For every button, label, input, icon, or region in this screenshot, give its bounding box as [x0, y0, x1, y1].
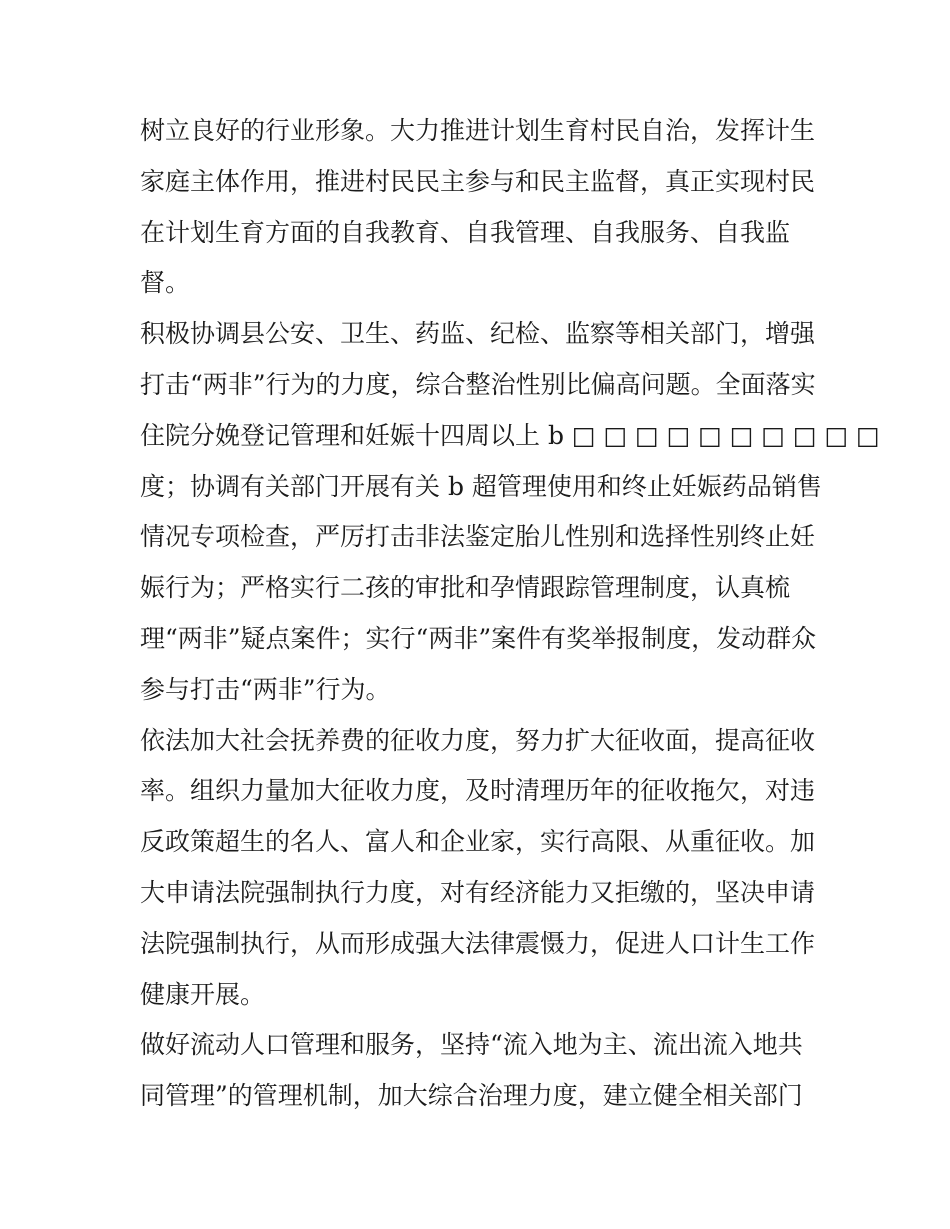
text-line: 法院强制执行，从而形成强大法律震慑力，促进人口计生工作 — [140, 928, 816, 958]
text-line: 积极协调县公安、卫生、药监、纪检、监察等相关部门，增强 — [140, 319, 816, 349]
text-line: 督。 — [140, 268, 191, 298]
text-line: 理“两非”疑点案件；实行“两非”案件有奖举报制度，发动群众 — [140, 623, 817, 653]
text-line: 在计划生育方面的自我教育、自我管理、自我服务、自我监 — [140, 217, 791, 247]
text-line: 参与打击“两非”行为。 — [140, 674, 391, 704]
paragraph-1 — [140, 106, 820, 309]
text-line: 家庭主体作用，推进村民民主参与和民主监督，真正实现村民 — [140, 166, 816, 196]
text-line: 打击“两非”行为的力度，综合整治性别比偏高问题。全面落实 — [140, 369, 816, 399]
paragraph-3 — [140, 716, 820, 1021]
text-line: 做好流动人口管理和服务，坚持“流入地为主、流出流入地共 — [140, 1030, 803, 1060]
text-line: 度；协调有关部门开展有关 b 超管理使用和终止妊娠药品销售 — [140, 471, 822, 501]
paragraph-2 — [140, 309, 880, 715]
text-line: 娠行为；严格实行二孩的审批和孕情跟踪管理制度，认真梳 — [140, 573, 791, 603]
paragraph-4 — [140, 1020, 820, 1122]
document-body — [140, 106, 880, 1122]
text-line: 情况专项检查，严厉打击非法鉴定胎儿性别和选择性别终止妊 — [140, 522, 816, 552]
text-line: 健康开展。 — [140, 979, 266, 1009]
text-line: 率。组织力量加大征收力度，及时清理历年的征收拖欠，对违 — [140, 776, 816, 806]
text-line: 反政策超生的名人、富人和企业家，实行高限、从重征收。加 — [140, 827, 816, 857]
text-line: 树立良好的行业形象。大力推进计划生育村民自治，发挥计生 — [140, 116, 816, 145]
text-line: 同管理”的管理机制，加大综合治理力度，建立健全相关部门 — [140, 1081, 803, 1111]
text-line: 大申请法院强制执行力度，对有经济能力又拒缴的，坚决申请 — [140, 877, 816, 907]
text-line: 住院分娩登记管理和妊娠十四周以上 b □ □ □ □ □ □ □ □ □ □ — [140, 420, 880, 450]
text-line: 依法加大社会抚养费的征收力度，努力扩大征收面，提高征收 — [140, 725, 816, 755]
